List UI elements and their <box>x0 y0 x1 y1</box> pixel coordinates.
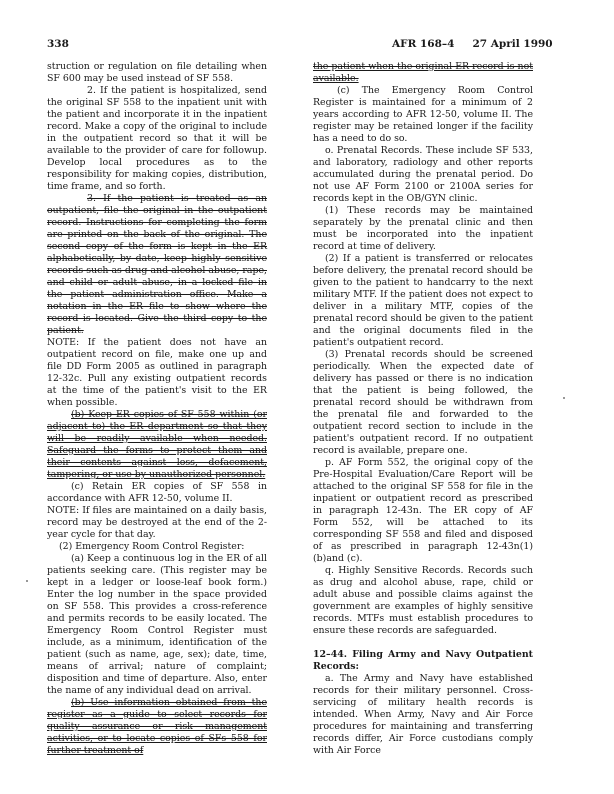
paragraph-o-prenatal-records: o. Prenatal Records. These include SF 533, and laboratory, radiology and other reports accumulated during the prenatal period. Do not use AF Form 2100 or 2100A series for records kept in the OB/GYN clinic. <box>313 145 533 204</box>
paragraph-q-highly-sensitive: q. Highly Sensitive Records. Records such as drug and alcohol abuse, rape, child or adult abuse and possible claims against the government are examples of highly sensitive records. MTFs must establish procedures to ensure these records are safeguarded. <box>313 565 533 636</box>
page-number: 338 <box>47 38 69 50</box>
paragraph-p-af-form-552: p. AF Form 552, the original copy of the Pre-Hospital Evaluation/Care Report will be attached to the original SF 558 for file in the inpatient or outpatient record as prescribed in paragraph 12-43n. The ER copy of AF Form 552, will be attached to its corresponding SF 558 and filed and disposed of as prescribed in paragraph 12-43n(1)(b)and (c). <box>313 457 533 564</box>
publication-id: AFR 168–4 <box>392 38 455 50</box>
paragraph-o3-screened: (3) Prenatal records should be screened periodically. When the expected date of delivery has passed or there is no indication that the patient is being followed, the prenatal record should be withdrawn from the prenatal file and forwarded to the outpatient record section to include in the patient's outpatient record. If no outpatient record is available, prepare one. <box>313 349 533 456</box>
paragraph-2-hospitalized: 2. If the patient is hospitalized, send the original SF 558 to the inpatient unit with the patient and incorporate it in the inpatient record. Make a copy of the original to include in the outpatient record so that it will be available to the provider of care for followup. Develop local procedures as to the responsibility for making copies, distribution, time frame, and so forth. <box>47 85 267 192</box>
paragraph-o1-maintained-separately: (1) These records may be maintained separately by the prenatal clinic and then must be incorporated into the inpatient record at time of delivery. <box>313 205 533 252</box>
paragraph-c-control-register-retention: (c) The Emergency Room Control Register is maintained for a minimum of 2 years according to AFR 12-50, volume II. The register may be retained longer if the facility has a need to do so. <box>313 85 533 144</box>
running-head <box>392 38 553 50</box>
scan-speck <box>563 397 565 399</box>
paragraph-b-keep-er-copies-marked: (b) Keep ER copies of SF 558 within (or adjacent to) the ER department so that they will be readily available when needed. Safeguard the forms to protect them and their contents against loss, defacement, tampering, or use by unauthorized personnel. <box>47 409 267 480</box>
publication-date: 27 April 1990 <box>472 38 553 50</box>
subheading-er-control-register: (2) Emergency Room Control Register: <box>59 541 245 552</box>
paragraph-continuation-marked: the patient when the original ER record is not available. <box>313 61 533 84</box>
paragraph-a-continuous-log: (a) Keep a continuous log in the ER of all patients seeking care. (This register may be kept in a ledger or loose-leaf book form.) Enter the log number in the space provided on SF 558. This provides a cross-reference and permits records to be easily located. The Emergency Room Control Register must include, as a minimum, identification of the patient (such as name, age, sex); date, time, means of arrival; nature of complaint; disposition and time of departure. Also, enter the name of any individual dead on arrival. <box>47 553 267 696</box>
note-daily-files: NOTE: If files are maintained on a daily basis, record may be destroyed at the end of the 2-year cycle for that day. <box>47 505 267 540</box>
paragraph-b-use-information-marked: (b) Use information obtained from the register as a guide to select records for quality assurance or risk management activities, or to locate copies of SFs 558 for further treatment of <box>47 697 267 756</box>
right-column <box>313 61 533 757</box>
paragraph-a-army-navy: a. The Army and Navy have established records for their military personnel. Cross-servicing of military health records is intended. When Army, Navy and Air Force procedures for maintaining and transferring records differ, Air Force custodians comply with Air Force <box>313 673 533 756</box>
paragraph-o2-transferred: (2) If a patient is transferred or relocates before delivery, the prenatal record should be given to the patient to handcarry to the next military MTF. If the patient does not expect to deliver in a military MTF, copies of the prenatal record should be given to the patient and the original documents filed in the patient's outpatient record. <box>313 253 533 348</box>
paragraph-continuation: struction or regulation on file detailing when SF 600 may be used instead of SF 558. <box>47 61 267 84</box>
paragraph-3-outpatient-struck: 3. If the patient is treated as an outpatient, file the original in the outpatient record. Instructions for completing the form are printed on the back of the original. The second copy of the form is kept in the ER alphabetically, by date, keep highly sensitive records such as drug and alcohol abuse, rape, and child or adult abuse, in a locked file in the patient administration office. Make a notation in the ER file to show where the record is located. Give the third copy to the patient. <box>47 193 267 336</box>
left-column <box>47 61 267 757</box>
scan-speck <box>26 580 28 582</box>
paragraph-c-retain-er-copies: (c) Retain ER copies of SF 558 in accordance with AFR 12-50, volume II. <box>47 481 267 504</box>
note-outpatient-record: NOTE: If the patient does not have an outpatient record on file, make one up and file DD Form 2005 as outlined in paragraph 12-32c. Pull any existing outpatient records at the time of the patient's visit to the ER when possible. <box>47 337 267 408</box>
section-heading-12-44: 12–44. Filing Army and Navy Outpatient Records: <box>313 649 533 672</box>
